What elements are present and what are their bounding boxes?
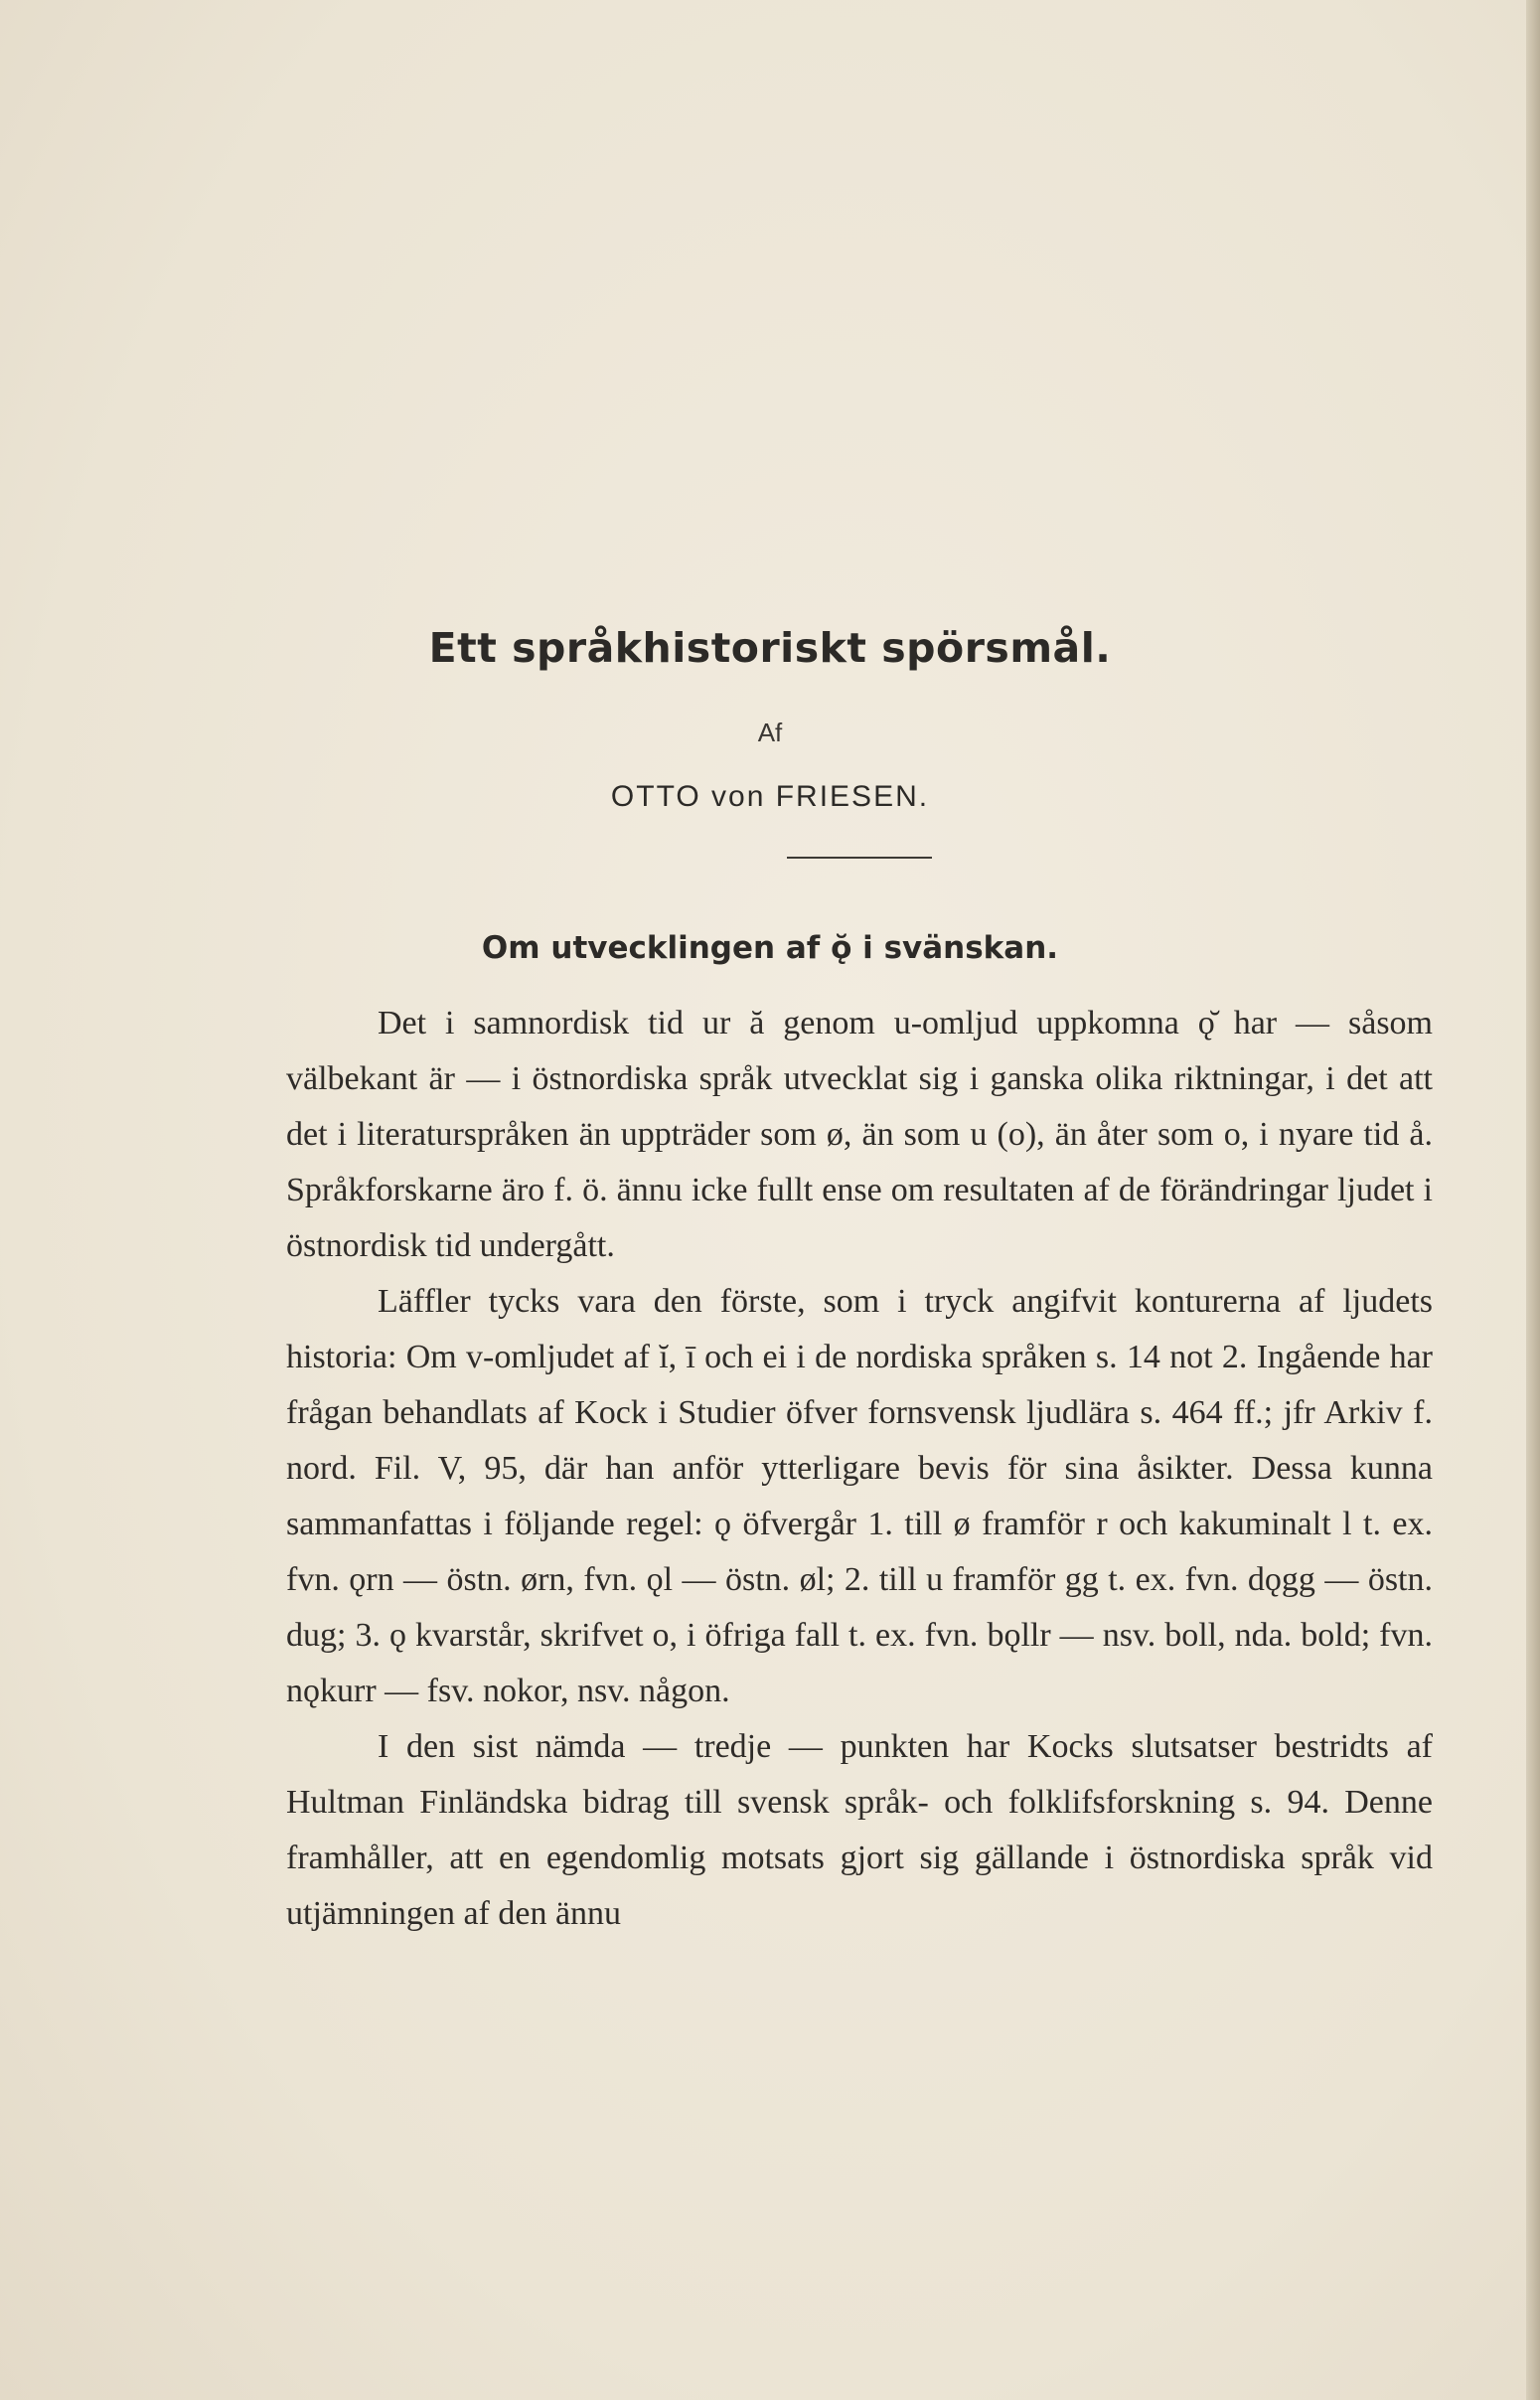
- byline-prefix: Af: [757, 718, 783, 747]
- paragraph-3: I den sist nämda — tredje — punkten har Kocks slutsatser bestridts af Hultman Finländska bidrag till svensk språk- och folklifsforskning s. 94. Denne framhåller, att en egendomlig motsats gjort sig gällande i östnordiska språk vid utjämningen af den ännu: [286, 1728, 1433, 1932]
- body-text: [286, 996, 1433, 1942]
- paragraph-1: Det i samnordisk tid ur ă genom u-omljud uppkomna ǫ̆ har — såsom välbekant är — i östnordiska språk utvecklat sig i ganska olika riktningar, i det att det i literaturspråken än uppträder som ø, än som u (o), än åter som o, i nyare tid å. Språkforskarne äro f. ö. ännu icke fullt ense om resultaten af de förändringar ljudet i östnordisk tid undergått.: [286, 1005, 1433, 1264]
- title-divider: [787, 857, 932, 859]
- paragraph-2: Läffler tycks vara den förste, som i tryck angifvit konturerna af ljudets historia: Om v-omljudet af ĭ, ī och ei i de nordiska språken s. 14 not 2. Ingående har frågan behandlats af Kock i Studier öfver fornsvensk ljudlära s. 464 ff.; jfr Arkiv f. nord. Fil. V, 95, där han anför ytterligare bevis för sina åsikter. Dessa kunna sammanfattas i följande regel: ǫ öfvergår 1. till ø framför r och kakuminalt l t. ex. fvn. ǫrn — östn. ørn, fvn. ǫl — östn. øl; 2. till u framför gg t. ex. fvn. dǫgg — östn. dug; 3. ǫ kvarstår, skrifvet o, i öfriga fall t. ex. fvn. bǫllr — nsv. boll, nda. bold; fvn. nǫkurr — fsv. nokor, nsv. någon.: [286, 1283, 1433, 1709]
- article-title: Ett språkhistoriskt spörsmål.: [428, 624, 1112, 672]
- author-name: OTTO von FRIESEN.: [610, 780, 930, 813]
- page-edge-shadow: [1526, 0, 1540, 2400]
- section-heading: Om utvecklingen af ǫ̆ i svänskan.: [481, 930, 1059, 966]
